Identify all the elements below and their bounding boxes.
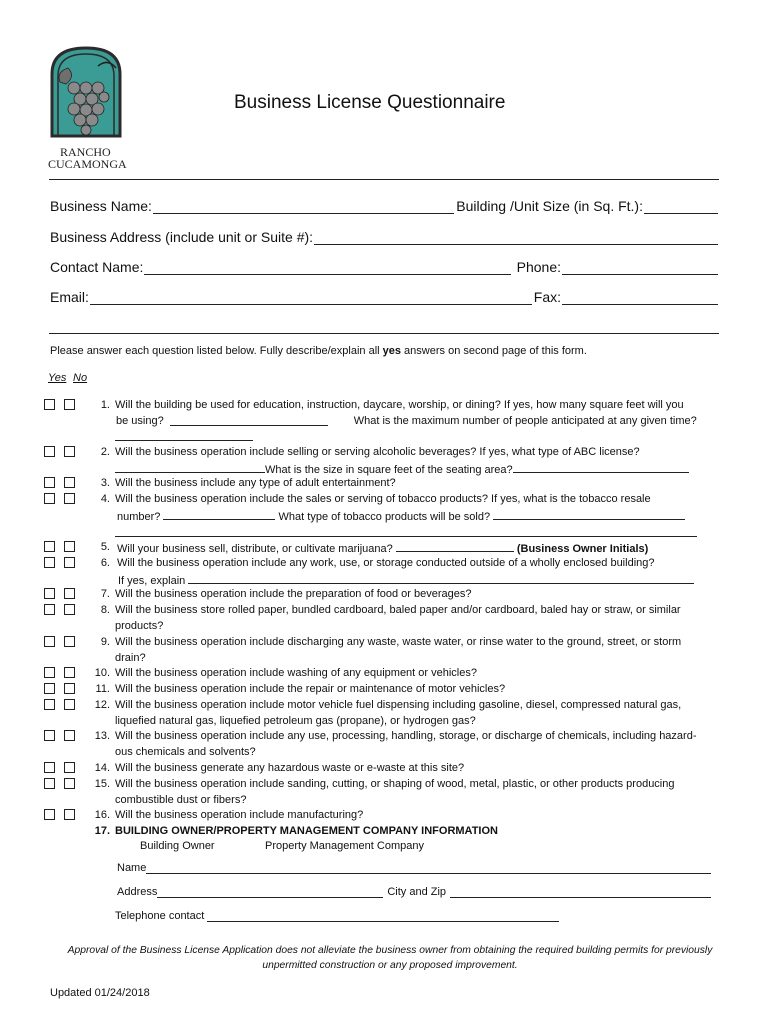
contact-name-label: Contact Name: bbox=[50, 259, 144, 275]
owner-type-building-owner[interactable]: Building Owner bbox=[140, 840, 215, 852]
q8-number: 8. bbox=[100, 604, 110, 616]
q5-no-checkbox[interactable] bbox=[64, 541, 75, 552]
q5-text: Will your business sell, distribute, or cultivate marijuana? bbox=[117, 543, 393, 555]
divider-bottom bbox=[49, 333, 719, 334]
q2-yes-checkbox[interactable] bbox=[44, 446, 55, 457]
owner-telephone-row bbox=[115, 910, 559, 922]
q4-products-field[interactable] bbox=[493, 508, 685, 520]
q8-no-checkbox[interactable] bbox=[64, 604, 75, 615]
business-info-row-4 bbox=[50, 285, 720, 305]
q1-text: Will the building be used for education, instruction, daycare, worship, or dining? If yes, how many square feet will you bbox=[115, 399, 684, 411]
q13-number: 13. bbox=[94, 730, 110, 742]
instructions-text: Please answer each question listed below. Fully describe/explain all bbox=[50, 345, 383, 357]
q11-number: 11. bbox=[95, 683, 110, 695]
q10-no-checkbox[interactable] bbox=[64, 667, 75, 678]
q2-text-b: What is the size in square feet of the seating area? bbox=[265, 463, 513, 476]
q2-seating-field[interactable] bbox=[513, 461, 689, 473]
owner-name-field[interactable] bbox=[146, 862, 711, 874]
q4-resale-field[interactable] bbox=[163, 508, 275, 520]
q2-number: 2. bbox=[100, 446, 110, 458]
q5-initials-field[interactable] bbox=[396, 540, 514, 552]
owner-name-row bbox=[117, 862, 711, 874]
q9-number: 9. bbox=[100, 636, 110, 648]
business-address-field[interactable] bbox=[314, 230, 718, 245]
q14-no-checkbox[interactable] bbox=[64, 762, 75, 773]
q2-abc-field[interactable] bbox=[115, 461, 265, 473]
q2-text: Will the business operation include selling or serving alcoholic beverages? If yes, what type of ABC license? bbox=[115, 446, 640, 458]
business-name-label: Business Name: bbox=[50, 198, 152, 214]
grape-seal-icon bbox=[46, 44, 126, 139]
owner-address-label: Address bbox=[117, 886, 158, 898]
owner-city-zip-label: City and Zip bbox=[387, 886, 447, 898]
q15-text-b: combustible dust or fibers? bbox=[115, 793, 247, 806]
q14-yes-checkbox[interactable] bbox=[44, 762, 55, 773]
instructions bbox=[50, 345, 587, 357]
q1-number: 1. bbox=[100, 399, 110, 411]
business-name-field[interactable] bbox=[153, 199, 454, 214]
q7-yes-checkbox[interactable] bbox=[44, 588, 55, 599]
q9-text: Will the business operation include discharging any waste, waste water, or rinse water to the ground, street, or storm bbox=[115, 636, 682, 648]
phone-field[interactable] bbox=[562, 260, 718, 275]
page-title: Business License Questionnaire bbox=[234, 92, 506, 113]
q5-number: 5. bbox=[100, 541, 110, 553]
contact-name-field[interactable] bbox=[144, 260, 510, 275]
q7-no-checkbox[interactable] bbox=[64, 588, 75, 599]
q4-text-c: What type of tobacco products will be sold? bbox=[278, 510, 491, 523]
logo-text-top: RANCHO bbox=[60, 145, 111, 159]
q6-text: Will the business operation include any work, use, or storage conducted outside of a wholly enclosed building? bbox=[117, 557, 655, 569]
email-field[interactable] bbox=[90, 290, 532, 305]
q1-people-field[interactable] bbox=[115, 429, 253, 441]
updated-date: Updated 01/24/2018 bbox=[50, 987, 150, 999]
q6-no-checkbox[interactable] bbox=[64, 557, 75, 568]
divider-top bbox=[49, 179, 719, 180]
q14-number: 14. bbox=[94, 762, 110, 774]
approval-note: Approval of the Business License Application does not alleviate the business owner from obtaining the required building permits for previously unpermitted construction or any proposed improvement. bbox=[67, 945, 713, 971]
q1-no-checkbox[interactable] bbox=[64, 399, 75, 410]
q13-text-b: ous chemicals and solvents? bbox=[115, 745, 256, 758]
instructions-text-end: answers on second page of this form. bbox=[401, 345, 587, 357]
q8-text: Will the business store rolled paper, bundled cardboard, baled paper and/or cardboard, baled hay or straw, or similar bbox=[115, 604, 681, 616]
q1-sqft-field[interactable] bbox=[170, 414, 328, 426]
q5-initials-label: (Business Owner Initials) bbox=[516, 543, 649, 555]
q13-no-checkbox[interactable] bbox=[64, 730, 75, 741]
q11-no-checkbox[interactable] bbox=[64, 683, 75, 694]
q7-text: Will the business operation include the preparation of food or beverages? bbox=[115, 588, 472, 600]
email-label: Email: bbox=[50, 289, 89, 305]
no-column-header: No bbox=[73, 372, 88, 384]
q17-heading: BUILDING OWNER/PROPERTY MANAGEMENT COMPANY INFORMATION bbox=[115, 825, 498, 837]
owner-telephone-label: Telephone contact bbox=[115, 910, 205, 922]
q4-no-checkbox[interactable] bbox=[64, 493, 75, 504]
logo-text-bottom: CUCAMONGA bbox=[48, 157, 127, 171]
q6-text-b: If yes, explain bbox=[118, 574, 186, 587]
q2-no-checkbox[interactable] bbox=[64, 446, 75, 457]
q15-yes-checkbox[interactable] bbox=[44, 778, 55, 789]
fax-label: Fax: bbox=[533, 289, 561, 305]
business-info-row-2 bbox=[50, 225, 720, 245]
owner-telephone-field[interactable] bbox=[207, 910, 559, 922]
q13-text: Will the business operation include any use, processing, handling, storage, or discharge of chemicals, including hazard- bbox=[115, 730, 697, 742]
q11-yes-checkbox[interactable] bbox=[44, 683, 55, 694]
business-info-row-1 bbox=[50, 194, 720, 214]
q4-extra-field[interactable] bbox=[115, 525, 697, 537]
q12-yes-checkbox[interactable] bbox=[44, 699, 55, 710]
q10-yes-checkbox[interactable] bbox=[44, 667, 55, 678]
yes-column-header: Yes bbox=[48, 372, 67, 384]
q3-yes-checkbox[interactable] bbox=[44, 477, 55, 488]
q15-number: 15. bbox=[94, 778, 110, 790]
building-size-field[interactable] bbox=[644, 199, 718, 214]
q15-no-checkbox[interactable] bbox=[64, 778, 75, 789]
q14-text: Will the business generate any hazardous waste or e-waste at this site? bbox=[115, 762, 465, 774]
owner-type-property-mgmt[interactable]: Property Management Company bbox=[265, 840, 424, 852]
q1-text-b: be using? bbox=[116, 414, 164, 427]
q16-text: Will the business operation include manufacturing? bbox=[115, 809, 364, 821]
q7-number: 7. bbox=[100, 588, 110, 600]
q16-yes-checkbox[interactable] bbox=[44, 809, 55, 820]
owner-address-field[interactable] bbox=[157, 886, 383, 898]
q6-yes-checkbox[interactable] bbox=[44, 557, 55, 568]
business-address-label: Business Address (include unit or Suite #): bbox=[50, 229, 314, 245]
q12-no-checkbox[interactable] bbox=[64, 699, 75, 710]
q17-number: 17. bbox=[94, 825, 110, 837]
owner-address-row bbox=[117, 886, 711, 898]
q9-no-checkbox[interactable] bbox=[64, 636, 75, 647]
q16-number: 16. bbox=[94, 809, 110, 821]
building-size-label: Building /Unit Size (in Sq. Ft.): bbox=[456, 198, 643, 214]
q12-number: 12. bbox=[94, 699, 110, 711]
q9-text-b: drain? bbox=[115, 651, 146, 664]
q9-yes-checkbox[interactable] bbox=[44, 636, 55, 647]
q12-text-b: liquefied natural gas, liquefied petroleum gas (propane), or hydrogen gas? bbox=[115, 714, 476, 727]
owner-city-zip-field[interactable] bbox=[450, 886, 711, 898]
fax-field[interactable] bbox=[562, 290, 718, 305]
phone-label: Phone: bbox=[516, 259, 561, 275]
q4-text: Will the business operation include the sales or serving of tobacco products? If yes, what is the tobacco resale bbox=[115, 493, 651, 505]
q1-text-c: What is the maximum number of people anticipated at any given time? bbox=[353, 414, 697, 427]
q3-no-checkbox[interactable] bbox=[64, 477, 75, 488]
q8-text-b: products? bbox=[115, 619, 164, 632]
q13-yes-checkbox[interactable] bbox=[44, 730, 55, 741]
instructions-bold: yes bbox=[382, 345, 401, 357]
q4-number: 4. bbox=[100, 493, 110, 505]
q3-number: 3. bbox=[100, 477, 110, 489]
owner-name-label: Name bbox=[117, 862, 147, 874]
business-info-row-3 bbox=[50, 255, 720, 275]
q6-explain-field[interactable] bbox=[188, 572, 694, 584]
q12-text: Will the business operation include motor vehicle fuel dispensing including gasoline, diesel, compressed natural gas, bbox=[115, 699, 682, 711]
q5-yes-checkbox[interactable] bbox=[44, 541, 55, 552]
q10-number: 10. bbox=[94, 667, 110, 679]
q8-yes-checkbox[interactable] bbox=[44, 604, 55, 615]
q4-text-b: number? bbox=[117, 510, 161, 523]
q3-text: Will the business include any type of adult entertainment? bbox=[115, 477, 396, 489]
city-logo bbox=[46, 44, 127, 171]
q15-text: Will the business operation include sanding, cutting, or shaping of wood, metal, plastic, or other products producing bbox=[115, 778, 675, 790]
q16-no-checkbox[interactable] bbox=[64, 809, 75, 820]
q11-text: Will the business operation include the repair or maintenance of motor vehicles? bbox=[115, 683, 506, 695]
q6-number: 6. bbox=[100, 557, 110, 569]
q4-yes-checkbox[interactable] bbox=[44, 493, 55, 504]
q1-yes-checkbox[interactable] bbox=[44, 399, 55, 410]
q10-text: Will the business operation include washing of any equipment or vehicles? bbox=[115, 667, 477, 679]
